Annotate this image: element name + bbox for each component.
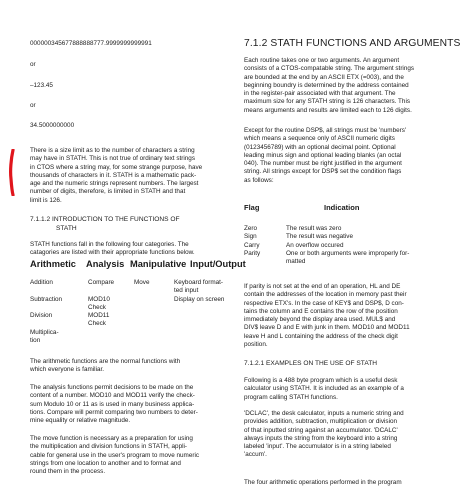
table-row: Multiplica- <box>30 328 59 336</box>
table-row: tion <box>30 337 41 345</box>
header-flag: Flag <box>244 203 260 212</box>
table-row: matted <box>286 258 306 266</box>
except-paragraph: Except for the routine DSP$, all strings must be 'numbers' which means a sequence only of ASCII numeric digits (0123456789) with an optional decimal point. Optional leading minus sign and optional leading blanks (an octal 040). The number must be right justified in the argument string. All strings except for DSP$ set the condition flags as follows: <box>244 127 407 184</box>
example-number-3: 34.5000000000 <box>30 122 75 129</box>
table-row: Subtraction MOD10 Display on screen <box>30 295 225 303</box>
header-analysis: Analysis <box>86 259 125 269</box>
examples-heading: 7.1.2.1 EXAMPLES ON THE USE OF STATH <box>244 360 378 367</box>
parity-paragraph: If parity is not set at the end of an operation, HL and DE contain the addresses of the location in memory past their respective ETX's. In the case of KEY$ and DSP$, D con- tains the column and E contains the row of the position immediately beyond the display area used. MUL$ and DIV$ leave D and E with junk in them. MOD10 and MOD11 leave H and L containing the address of the check digit position. <box>244 283 410 349</box>
last-line: The four arithmetic operations performed in the program <box>244 479 402 486</box>
example-or-2: or <box>30 102 36 109</box>
table-row: ted input <box>174 287 199 295</box>
dcalc-paragraph: 'DCLAC', the desk calculator, inputs a numeric string and provides addition, subtraction, multiplication or division of that inputted string against an accumulator. 'DCALC' always inputs the string from the keyboard into a string labeled 'input'. The accumulator is in a string labeled 'accum'. <box>244 410 404 459</box>
table-row: Parity One or both arguments were improperly for- <box>244 249 410 257</box>
header-arithmetic: Arithmetic <box>30 259 76 269</box>
section-heading: 7.1.2 STATH FUNCTIONS AND ARGUMENTS <box>244 38 461 49</box>
example-number-1: 000000345677888888777.9999999999991 <box>30 40 152 47</box>
function-table-header <box>30 259 245 270</box>
header-input-output: Input/Output <box>190 259 246 269</box>
example-or-1: or <box>30 61 36 68</box>
arithmetic-paragraph: The arithmetic functions are the normal functions with which everyone is familiar. <box>30 358 181 374</box>
header-manipulative: Manipulative <box>130 259 187 269</box>
function-table <box>30 279 245 345</box>
arguments-paragraph: Each routine takes one or two arguments. An argument consists of a CTOS-compatable string. The argument strings are bounded at the end by an ASCII ETX (=003), and the beginning boundry is determined by the address contained in the register-pair associated with that argument. The maximum size for any STATH string is 126 characters. This means arguments and results are limited each to 126 digits. <box>244 57 415 114</box>
table-row: Carry An overflow occured <box>244 241 344 249</box>
table-row: Check <box>88 303 106 311</box>
table-row: Sign The result was negative <box>244 233 353 241</box>
flag-table-header <box>244 204 464 214</box>
table-row: Check <box>88 320 106 328</box>
functions-fall-paragraph: STATH functions fall in the following four categories. The catagories are listed with their appropriate functions below. <box>30 241 195 257</box>
size-limit-paragraph: There is a size limit as to the number of characters a string may have in STATH. This is not true of ordinary text strings in CTOS where a string may, for some strange purpose, have thousands of characters in it. STATH is a mathematic pack- age and the numeric strings represent numbers. The largest number of digits, therefore, is limited in STATH and that limit is 126. <box>30 147 203 204</box>
red-margin-mark <box>8 149 16 196</box>
example-number-2: –123.45 <box>30 82 53 89</box>
table-row: Division MOD11 <box>30 312 110 320</box>
table-row: Addition Compare Move Keyboard format- <box>30 279 224 286</box>
analysis-paragraph: The analysis functions permit decisions to be made on the content of a number. MOD10 and MOD11 verify the check- sum Modulo 10 or 11 as is used in many business applica- tions. Compare will permit comparing two numbers to deter- mine equality or relative magnitude. <box>30 384 198 425</box>
table-row: Zero The result was zero <box>244 225 342 232</box>
move-paragraph: The move function is necessary as a preparation for using the multiplication and division functions in STATH, appli- cable for general use in the user's program to move numeric strings from one location to another and to format and round them in the process. <box>30 435 200 476</box>
flag-table <box>244 225 464 266</box>
header-indication: Indication <box>324 203 360 212</box>
intro-heading: 7.1.1.2 INTRODUCTION TO THE FUNCTIONS OF STATH <box>30 216 180 232</box>
following-paragraph: Following is a 488 byte program which is a useful desk calculator using STATH. It is included as an example of a program calling STATH functions. <box>244 377 404 401</box>
